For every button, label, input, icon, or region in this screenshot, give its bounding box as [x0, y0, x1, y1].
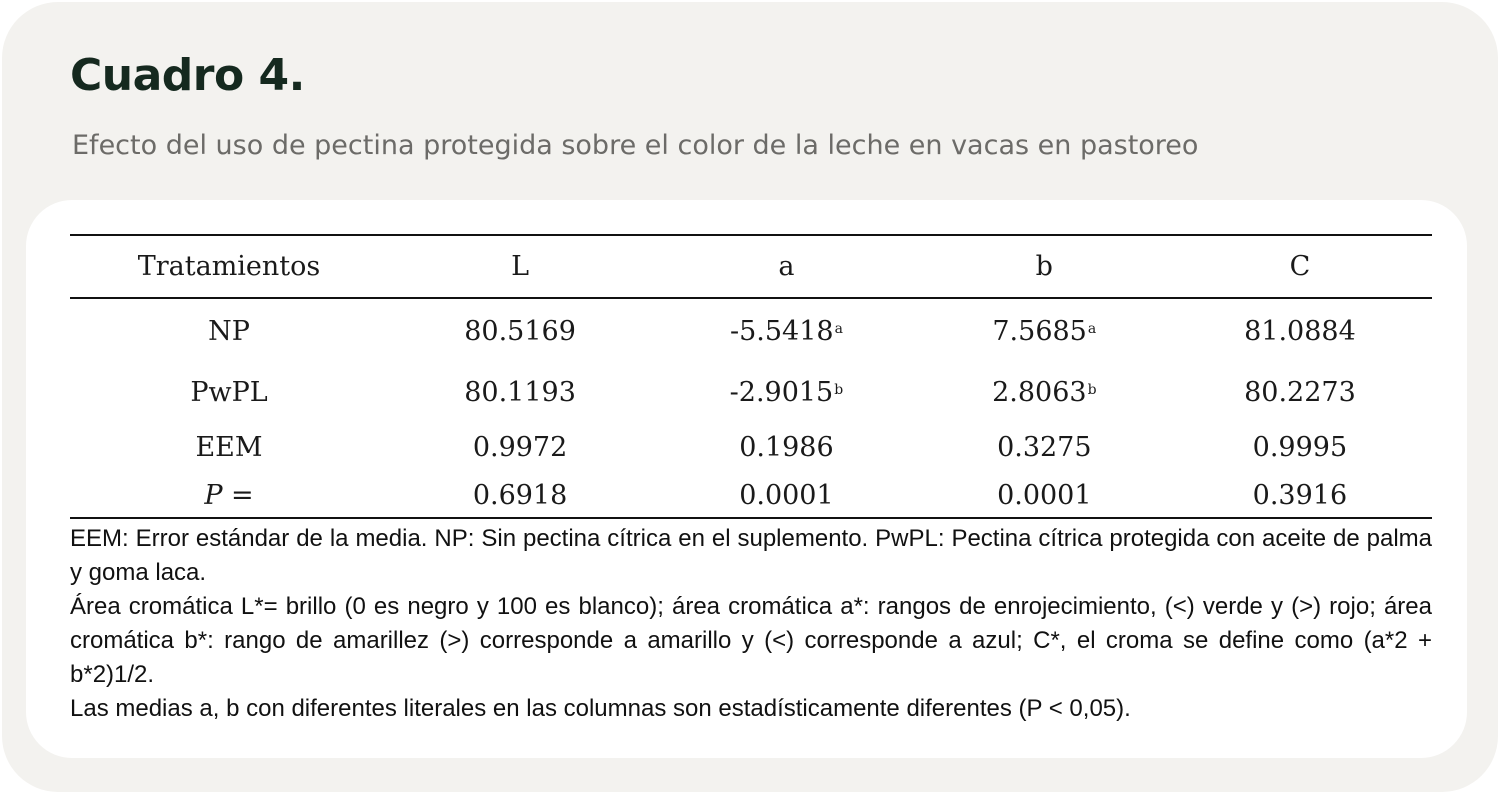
cell-a: [652, 363, 921, 421]
table-panel: [26, 200, 1467, 758]
cell-b: 0.3275: [997, 431, 1092, 463]
cell-b: [921, 298, 1168, 363]
significance-letter: a: [1087, 320, 1097, 337]
cell-a: 0.1986: [739, 431, 834, 463]
cell-c: 81.0884: [1244, 315, 1356, 347]
table-row: [70, 298, 1432, 363]
footnote-significance: Las medias a, b con diferentes literales en las columnas son estadísticamente diferentes (P < 0,05).: [70, 695, 1131, 722]
row-label: NP: [208, 315, 250, 347]
footnote-color-areas: Área cromática L*= brillo (0 es negro y 100 es blanco); área cromática a*: rangos de enrojecimiento, (<) verde y (>) rojo; área cromática b*: rango de amarillez (>) corresponde a amarillo y (<) corresponde a azul; C*, el croma se define como (a*2 + b*2)1/2.: [70, 593, 1432, 688]
cell-l: 0.6918: [388, 473, 652, 518]
cell-l: 80.5169: [464, 315, 576, 347]
header-tratamientos: Tratamientos: [70, 235, 388, 298]
table-row: [70, 421, 1432, 473]
significance-letter: a: [834, 320, 843, 337]
cell-c: 80.2273: [1244, 376, 1356, 408]
cell-a-value: -5.5418: [729, 315, 834, 347]
color-data-table: [70, 234, 1432, 519]
header-a: a: [652, 235, 921, 298]
cell-a: [652, 298, 921, 363]
header-c: C: [1168, 235, 1432, 298]
cell-l: 80.1193: [464, 376, 576, 408]
cell-b-value: 2.8063: [992, 376, 1087, 408]
cell-c: 0.3916: [1168, 473, 1432, 518]
table-title: Cuadro 4.: [70, 50, 305, 101]
significance-letter: b: [1087, 381, 1097, 398]
header-l: L: [388, 235, 652, 298]
header-row: [70, 235, 1432, 298]
significance-letter: b: [834, 381, 844, 398]
cell-b: 0.0001: [921, 473, 1168, 518]
row-label: EEM: [195, 431, 263, 463]
cell-c: 0.9995: [1252, 431, 1348, 463]
footnote-abbreviations: EEM: Error estándar de la media. NP: Sin pectina cítrica en el suplemento. PwPL: Pectina cítrica protegida con aceite de palma y goma laca.: [70, 525, 1432, 586]
table-row: [70, 473, 1432, 518]
row-label: PwPL: [190, 376, 268, 408]
cell-l: 0.9972: [472, 431, 568, 463]
cell-a: 0.0001: [652, 473, 921, 518]
cell-b: [921, 363, 1168, 421]
table-subtitle: Efecto del uso de pectina protegida sobre el color de la leche en vacas en pastoreo: [72, 130, 1199, 161]
cell-b-value: 7.5685: [992, 315, 1087, 347]
table-row: [70, 363, 1432, 421]
row-label: P =: [70, 473, 388, 518]
table-card: [2, 2, 1498, 792]
cell-a-value: -2.9015: [729, 376, 834, 408]
table-footnotes: [70, 522, 1432, 726]
header-b: b: [921, 235, 1168, 298]
